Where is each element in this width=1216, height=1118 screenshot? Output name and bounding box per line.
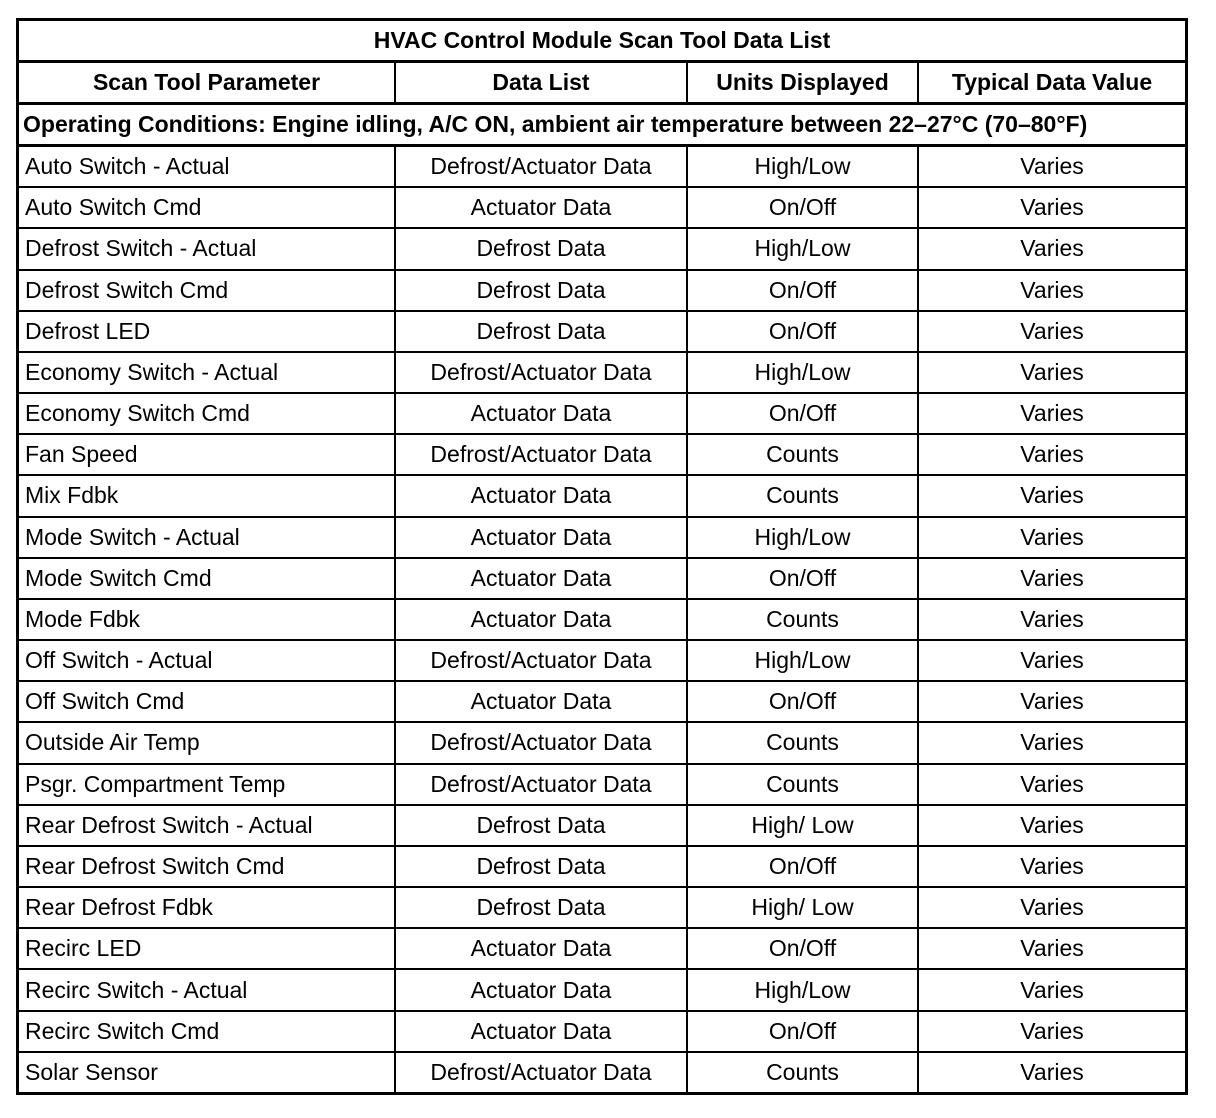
cell-units: High/Low [687, 228, 918, 269]
operating-conditions-row [19, 104, 1185, 146]
table-row [19, 1011, 1185, 1052]
cell-typical-value: Varies [918, 475, 1185, 516]
cell-data-list: Actuator Data [395, 969, 687, 1010]
table-row [19, 764, 1185, 805]
cell-parameter: Rear Defrost Switch Cmd [19, 846, 395, 887]
cell-units: Counts [687, 434, 918, 475]
cell-data-list: Defrost/Actuator Data [395, 1052, 687, 1092]
cell-units: On/Off [687, 1011, 918, 1052]
cell-parameter: Off Switch - Actual [19, 640, 395, 681]
cell-data-list: Defrost/Actuator Data [395, 146, 687, 188]
cell-parameter: Recirc Switch Cmd [19, 1011, 395, 1052]
cell-parameter: Rear Defrost Fdbk [19, 887, 395, 928]
cell-typical-value: Varies [918, 599, 1185, 640]
column-header-units: Units Displayed [687, 62, 918, 104]
cell-parameter: Solar Sensor [19, 1052, 395, 1092]
cell-typical-value: Varies [918, 311, 1185, 352]
cell-data-list: Defrost Data [395, 228, 687, 269]
cell-units: On/Off [687, 928, 918, 969]
cell-units: Counts [687, 1052, 918, 1092]
cell-data-list: Actuator Data [395, 1011, 687, 1052]
cell-parameter: Defrost Switch Cmd [19, 270, 395, 311]
cell-units: On/Off [687, 270, 918, 311]
cell-data-list: Actuator Data [395, 475, 687, 516]
table-row [19, 969, 1185, 1010]
cell-parameter: Economy Switch Cmd [19, 393, 395, 434]
cell-typical-value: Varies [918, 805, 1185, 846]
cell-data-list: Actuator Data [395, 517, 687, 558]
cell-data-list: Defrost/Actuator Data [395, 764, 687, 805]
cell-parameter: Off Switch Cmd [19, 681, 395, 722]
cell-units: Counts [687, 722, 918, 763]
cell-units: On/Off [687, 558, 918, 599]
cell-parameter: Recirc LED [19, 928, 395, 969]
cell-units: High/ Low [687, 887, 918, 928]
table-row [19, 928, 1185, 969]
cell-parameter: Auto Switch Cmd [19, 187, 395, 228]
table-row [19, 558, 1185, 599]
cell-data-list: Defrost Data [395, 270, 687, 311]
table-row [19, 270, 1185, 311]
table-body [19, 146, 1185, 1093]
cell-units: On/Off [687, 311, 918, 352]
cell-typical-value: Varies [918, 928, 1185, 969]
cell-typical-value: Varies [918, 352, 1185, 393]
cell-typical-value: Varies [918, 146, 1185, 188]
cell-parameter: Defrost LED [19, 311, 395, 352]
data-list-frame [16, 18, 1188, 1095]
cell-typical-value: Varies [918, 517, 1185, 558]
column-header-parameter: Scan Tool Parameter [19, 62, 395, 104]
cell-units: Counts [687, 599, 918, 640]
table-title-row [19, 21, 1185, 62]
cell-data-list: Actuator Data [395, 187, 687, 228]
cell-data-list: Actuator Data [395, 393, 687, 434]
cell-parameter: Economy Switch - Actual [19, 352, 395, 393]
cell-parameter: Mode Fdbk [19, 599, 395, 640]
cell-units: High/Low [687, 352, 918, 393]
column-header-typical-value: Typical Data Value [918, 62, 1185, 104]
table-row [19, 352, 1185, 393]
cell-data-list: Defrost/Actuator Data [395, 722, 687, 763]
cell-typical-value: Varies [918, 1052, 1185, 1092]
column-header-data-list: Data List [395, 62, 687, 104]
table-row [19, 887, 1185, 928]
table-row [19, 393, 1185, 434]
cell-units: On/Off [687, 846, 918, 887]
cell-units: High/ Low [687, 805, 918, 846]
cell-parameter: Recirc Switch - Actual [19, 969, 395, 1010]
cell-typical-value: Varies [918, 270, 1185, 311]
cell-typical-value: Varies [918, 722, 1185, 763]
table-title: HVAC Control Module Scan Tool Data List [19, 21, 1185, 62]
cell-units: On/Off [687, 681, 918, 722]
cell-data-list: Defrost/Actuator Data [395, 434, 687, 475]
cell-parameter: Psgr. Compartment Temp [19, 764, 395, 805]
cell-units: High/Low [687, 517, 918, 558]
cell-typical-value: Varies [918, 228, 1185, 269]
column-header-row [19, 62, 1185, 104]
cell-typical-value: Varies [918, 434, 1185, 475]
table-row [19, 805, 1185, 846]
table-row [19, 1052, 1185, 1092]
cell-parameter: Fan Speed [19, 434, 395, 475]
cell-typical-value: Varies [918, 558, 1185, 599]
cell-typical-value: Varies [918, 969, 1185, 1010]
cell-data-list: Actuator Data [395, 558, 687, 599]
table-row [19, 599, 1185, 640]
table-row [19, 475, 1185, 516]
cell-parameter: Outside Air Temp [19, 722, 395, 763]
cell-data-list: Defrost Data [395, 887, 687, 928]
cell-units: On/Off [687, 187, 918, 228]
cell-units: High/Low [687, 969, 918, 1010]
cell-typical-value: Varies [918, 640, 1185, 681]
cell-data-list: Defrost Data [395, 846, 687, 887]
cell-typical-value: Varies [918, 846, 1185, 887]
cell-parameter: Mode Switch Cmd [19, 558, 395, 599]
cell-parameter: Auto Switch - Actual [19, 146, 395, 188]
cell-data-list: Actuator Data [395, 681, 687, 722]
cell-parameter: Rear Defrost Switch - Actual [19, 805, 395, 846]
cell-units: High/Low [687, 146, 918, 188]
cell-typical-value: Varies [918, 1011, 1185, 1052]
table-row [19, 681, 1185, 722]
cell-typical-value: Varies [918, 681, 1185, 722]
cell-data-list: Defrost Data [395, 311, 687, 352]
table-row [19, 640, 1185, 681]
table-row [19, 722, 1185, 763]
cell-data-list: Defrost/Actuator Data [395, 352, 687, 393]
table-row [19, 146, 1185, 188]
cell-units: Counts [687, 475, 918, 516]
cell-data-list: Actuator Data [395, 928, 687, 969]
table-row [19, 846, 1185, 887]
cell-parameter: Mix Fdbk [19, 475, 395, 516]
scan-tool-data-table [19, 21, 1185, 1092]
cell-units: Counts [687, 764, 918, 805]
table-row [19, 311, 1185, 352]
table-row [19, 517, 1185, 558]
cell-parameter: Mode Switch - Actual [19, 517, 395, 558]
cell-data-list: Actuator Data [395, 599, 687, 640]
operating-conditions: Operating Conditions: Engine idling, A/C ON, ambient air temperature between 22–27°C (70–80°F) [19, 104, 1185, 146]
cell-parameter: Defrost Switch - Actual [19, 228, 395, 269]
cell-typical-value: Varies [918, 187, 1185, 228]
table-row [19, 228, 1185, 269]
cell-typical-value: Varies [918, 764, 1185, 805]
cell-data-list: Defrost/Actuator Data [395, 640, 687, 681]
cell-units: On/Off [687, 393, 918, 434]
table-row [19, 434, 1185, 475]
table-row [19, 187, 1185, 228]
cell-typical-value: Varies [918, 393, 1185, 434]
cell-data-list: Defrost Data [395, 805, 687, 846]
cell-typical-value: Varies [918, 887, 1185, 928]
cell-units: High/Low [687, 640, 918, 681]
